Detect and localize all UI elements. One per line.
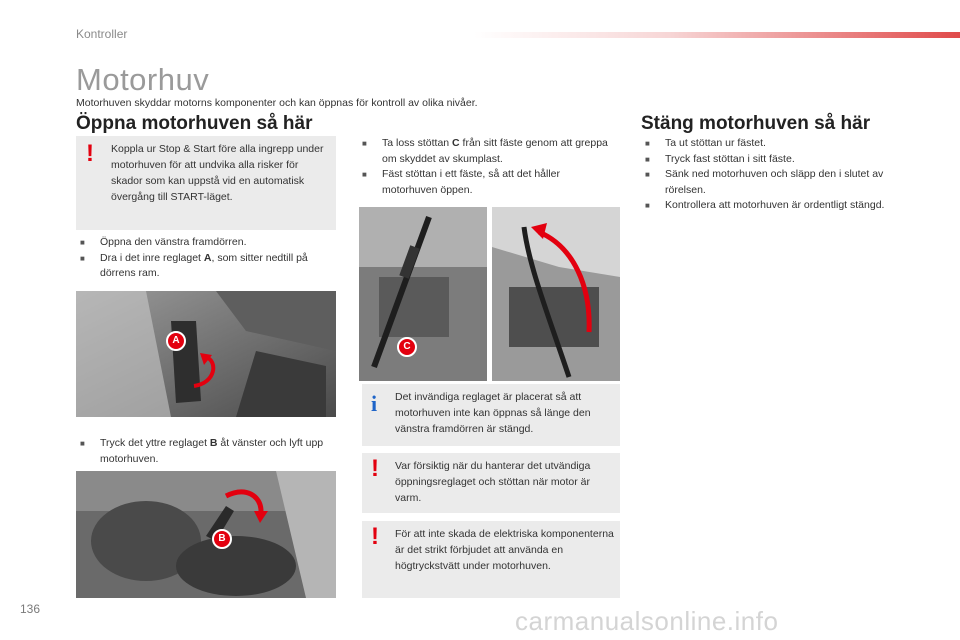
pressure-wash-warning [362, 521, 620, 598]
step-text: Ta ut stöttan ur fästet. [665, 137, 766, 149]
interior-lever-photo [76, 291, 336, 417]
step-text-post: från sitt fäste genom att greppa om skyddet av skumplast. [382, 137, 608, 165]
list-item [645, 198, 885, 214]
steps-outer-lever [80, 436, 330, 467]
step-text-pre: Ta loss stöttan [382, 137, 453, 149]
step-text: Sänk ned motorhuven och släpp den i slutet av rörelsen. [665, 168, 884, 196]
bullet-arrow-icon: ■ [645, 201, 650, 210]
watermark: carmanualsonline.info [515, 606, 779, 636]
bullet-arrow-icon: ■ [362, 170, 367, 179]
list-item [645, 136, 885, 152]
step-text: Kontrollera att motorhuven är ordentligt stängd. [665, 199, 885, 211]
bullet-arrow-icon: ■ [645, 154, 650, 164]
bullet-arrow-icon: ■ [80, 253, 85, 263]
bullet-arrow-icon: ■ [362, 139, 367, 148]
control-ref: C [452, 137, 460, 149]
list-item [80, 251, 330, 282]
list-item [645, 167, 885, 198]
exterior-lever-illustration [76, 471, 336, 598]
control-ref: B [209, 437, 218, 449]
prop-rod-photo [359, 207, 620, 381]
prop-rod-illustration [359, 207, 620, 381]
list-item [80, 235, 330, 251]
bullet-arrow-icon: ■ [80, 238, 85, 247]
info-text: Det invändiga reglaget är placerat så att motorhuven inte kan öppnas så länge den vänstra framdörren är stängd. [395, 391, 591, 435]
exterior-lever-photo [76, 471, 336, 598]
callout-b: B [212, 529, 232, 549]
warning-text: Koppla ur Stop & Start före alla ingrepp under motorhuven för att undvika alla risker för skador som kan uppstå vid en automatisk övergång till START-läget. [111, 143, 324, 203]
list-item [645, 152, 885, 168]
step-text-post: , som sitter nedtill på dörrens ram. [100, 251, 308, 279]
open-heading: Öppna motorhuven så här [76, 113, 313, 134]
list-item [362, 167, 612, 198]
callout-c: C [397, 337, 417, 357]
stop-start-warning [76, 136, 336, 230]
callout-a: A [166, 331, 186, 351]
step-text-post: åt vänster och lyft upp motorhuven. [100, 437, 324, 465]
step-text-pre: Tryck det yttre reglaget [100, 437, 210, 449]
header-accent-bar [474, 32, 960, 38]
list-item [362, 136, 612, 167]
close-heading: Stäng motorhuven så här [641, 113, 871, 134]
exclamation-icon: ! [86, 140, 94, 167]
info-box [362, 384, 620, 446]
step-text: Öppna den vänstra framdörren. [100, 236, 247, 248]
step-text: Tryck fast stöttan i sitt fäste. [665, 152, 795, 165]
info-icon: i [371, 391, 378, 416]
exclamation-icon: ! [371, 523, 379, 550]
page-intro: Motorhuven skyddar motorns komponenter och kan öppnas för kontroll av olika nivåer. [76, 97, 478, 109]
steps-open-door [80, 235, 330, 282]
bullet-arrow-icon: ■ [645, 139, 650, 148]
section-tag: Kontroller [76, 27, 128, 41]
control-ref: A [203, 251, 212, 264]
steps-close [645, 136, 885, 214]
warning-text: Var försiktig när du hanterar det utvändiga öppningsreglaget och stöttan när motor är varm. [395, 460, 591, 504]
interior-lever-illustration [76, 291, 336, 417]
bullet-arrow-icon: ■ [80, 439, 85, 448]
list-item [80, 436, 330, 467]
steps-prop-rod [362, 136, 612, 198]
warning-text: För att inte skada de elektriska komponenterna är det strikt förbjudet att använda en högtryckstvätt under motorhuven. [395, 528, 614, 572]
step-text: Fäst stöttan i ett fäste, så att det håller motorhuven öppen. [382, 168, 561, 196]
hot-engine-warning [362, 453, 620, 513]
step-text-pre: Dra i det inre reglaget [100, 251, 204, 264]
page-title: Motorhuv [76, 62, 210, 97]
bullet-arrow-icon: ■ [645, 170, 650, 179]
page-number: 136 [20, 602, 41, 616]
exclamation-icon: ! [371, 455, 379, 482]
